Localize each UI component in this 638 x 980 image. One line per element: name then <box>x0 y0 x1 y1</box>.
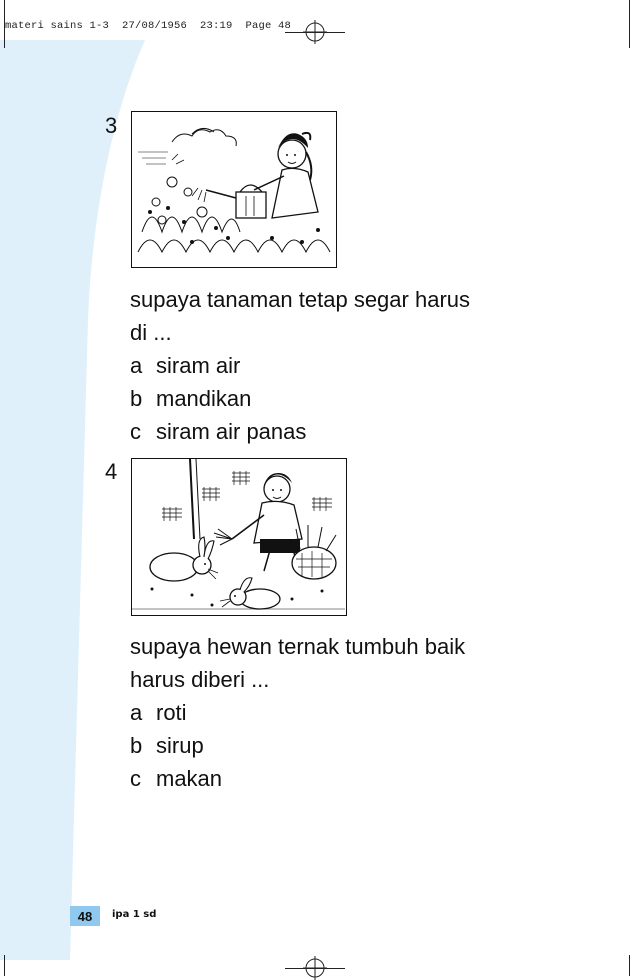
illustration-girl-watering-plants <box>131 111 337 268</box>
option-letter: a <box>130 353 143 378</box>
print-slug: materi sains 1-3 27/08/1956 23:19 Page 48 <box>5 20 292 32</box>
question-number-4: 4 <box>105 459 118 484</box>
crop-mark-top-left-v <box>4 0 5 48</box>
question-4-text <box>130 630 465 795</box>
option-letter: a <box>130 700 143 725</box>
option-letter: c <box>130 766 141 791</box>
crop-mark-bottom-right-v <box>629 955 630 976</box>
option-text: sirup <box>156 733 204 758</box>
question-number-3: 3 <box>105 113 118 138</box>
registration-mark-top <box>303 20 327 44</box>
question-4-option-a[interactable] <box>130 696 465 729</box>
option-text: siram air <box>156 353 241 378</box>
question-4-stem-line-2: harus diberi ... <box>130 667 270 692</box>
question-3-option-b[interactable] <box>130 382 470 415</box>
option-text: siram air panas <box>156 419 307 444</box>
question-3-stem-line-1: supaya tanaman tetap segar harus <box>130 287 471 312</box>
question-4-option-c[interactable] <box>130 762 465 795</box>
illustration-boy-feeding-rabbits <box>131 458 347 616</box>
option-letter: b <box>130 733 143 758</box>
option-text: mandikan <box>156 386 252 411</box>
question-3-text <box>130 283 470 448</box>
crop-mark-bottom-left-v <box>4 955 5 976</box>
option-text: roti <box>156 700 187 725</box>
page-number-badge: 48 <box>70 906 100 926</box>
question-4-stem-line-1: supaya hewan ternak tumbuh baik <box>130 634 466 659</box>
option-letter: b <box>130 386 143 411</box>
option-text: makan <box>156 766 223 791</box>
book-title: ipa 1 sd <box>112 909 157 920</box>
registration-mark-bottom <box>303 956 327 980</box>
question-3-option-a[interactable] <box>130 349 470 382</box>
option-letter: c <box>130 419 141 444</box>
question-3-option-c[interactable] <box>130 415 470 448</box>
question-4-option-b[interactable] <box>130 729 465 762</box>
crop-mark-top-right-v <box>629 0 630 48</box>
question-3-stem-line-2: di ... <box>130 320 172 345</box>
